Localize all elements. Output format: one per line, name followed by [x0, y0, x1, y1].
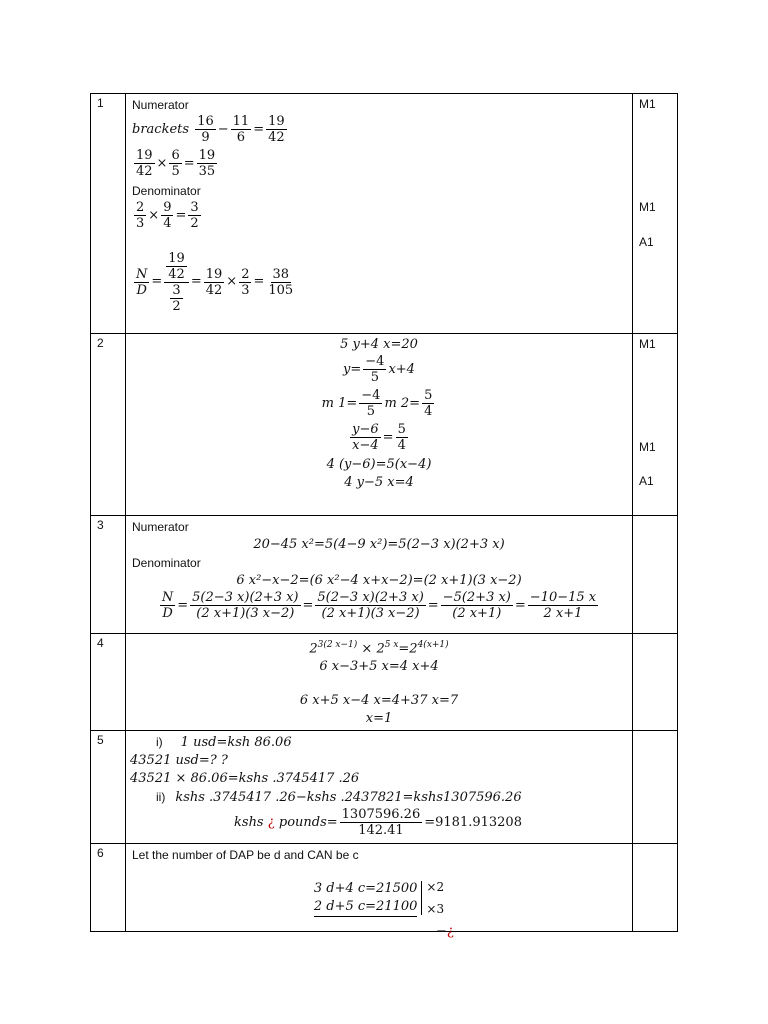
question-row-3 — [91, 516, 678, 634]
math-line: 6 x−3+5 x=4 x+4 — [319, 659, 439, 675]
question-row-1 — [91, 94, 678, 334]
marking-scheme-table — [90, 93, 678, 932]
divider — [421, 881, 422, 915]
question-number: 4 — [91, 634, 126, 731]
math-line: $\frac{y-6}{x-4}$ = $\frac{5}{4}$ — [352, 422, 406, 453]
question-number: 6 — [91, 844, 126, 932]
math-line: $\frac{2}{3}$ × $\frac{9}{4}$ = $\frac{3}{2}$ — [136, 200, 199, 231]
math-line: 43521 × 86.06=kshs .3745417 .26 — [130, 771, 360, 787]
question-number: 2 — [91, 334, 126, 516]
math-line: x=1 — [365, 711, 393, 727]
marks-cell — [633, 844, 678, 932]
section-label: Denominator — [132, 184, 201, 198]
math-line: ii) kshs .3745417 .26−kshs .2437821=kshs1307596.26 — [156, 790, 522, 806]
math-line: $2^{3(2 x-1)} \times 2^{5 x}=2^{4(x+1)}$ — [309, 640, 449, 657]
marks-cell — [633, 731, 678, 844]
math-line: 20−45 x²=5(4−9 x²)=5(2−3 x)(2+3 x) — [253, 537, 505, 552]
section-label: Numerator — [132, 98, 189, 112]
question-row-6 — [91, 844, 678, 932]
compound-fraction: $\frac{\frac{19}{42}}{\frac{3}{2}}$ — [164, 251, 189, 314]
marks-cell — [633, 334, 678, 516]
fraction: $\frac{19}{42}$ — [268, 114, 285, 145]
question-row-2 — [91, 334, 678, 516]
math-line: $\frac{19}{42}$ × $\frac{6}{5}$ = $\frac{19}{35}$ — [136, 148, 216, 179]
mark: A1 — [639, 235, 654, 249]
question-row-4 — [91, 634, 678, 731]
math-line: 6 x²−x−2=(6 x²−4 x+x−2)=(2 x+1)(3 x−2) — [236, 573, 522, 588]
question-number: 1 — [91, 94, 126, 334]
math-line: 5 y+4 x=20 — [340, 337, 418, 352]
question-number: 5 — [91, 731, 126, 844]
math-line: $\frac{N}{D}$ = $\frac{5(2-3 x)(2+3 x)}{(2 x+1)(3 x-2)}$ = $\frac{5(2-3 x)(2+3 x)}{(2 x+1)(3 x-2)}$ = $\frac{-5(2+3 x)}{(2 x+1)}$ = $\frac{-10-15 x}{2 x+1}$ — [161, 590, 597, 621]
question-number: 3 — [91, 516, 126, 634]
mark: M1 — [639, 337, 656, 351]
section-label: Numerator — [132, 520, 189, 534]
mark: M1 — [639, 440, 656, 454]
math-line: 43521 usd=? ? — [130, 753, 228, 769]
math-line: 4 (y−6)=5(x−4) — [326, 457, 432, 472]
section-label: Denominator — [132, 556, 201, 570]
footer-expression: −¿ — [436, 924, 454, 939]
intro-text: Let the number of DAP be d and CAN be c — [132, 848, 359, 863]
working-cell — [126, 844, 633, 932]
mark: M1 — [639, 200, 656, 214]
math-line: y= $\frac{-4}{5}$ x+4 — [343, 354, 415, 385]
working-cell — [126, 731, 633, 844]
working-cell — [126, 94, 633, 334]
mark: A1 — [639, 474, 654, 488]
multiplier: ×2 — [426, 880, 445, 895]
math-line: 4 y−5 x=4 — [344, 475, 414, 490]
math-line: brackets $\frac{16}{9}$ − $\frac{11}{6}$ = $\frac{19}{42}$ — [132, 114, 285, 145]
mark: M1 — [639, 97, 656, 111]
working-cell — [126, 334, 633, 516]
math-line: kshs ¿ pounds= $\frac{1307596.26}{142.41}$ =9181.913208 — [234, 807, 522, 839]
marks-cell — [633, 94, 678, 334]
working-cell — [126, 634, 633, 731]
marks-cell — [633, 516, 678, 634]
marks-cell — [633, 634, 678, 731]
math-line: 6 x+5 x−4 x=4+37 x=7 — [299, 693, 459, 709]
math-line: $\frac{N}{D}$ = $\frac{\frac{19}{42}}{\frac{3}{2}}$ = $\frac{19}{42}$ × $\frac{2}{3}$ = $\frac{38}{105}$ — [136, 250, 294, 314]
multiplier: ×3 — [426, 902, 445, 917]
simultaneous-equations — [132, 876, 626, 920]
math-line: i) 1 usd=ksh 86.06 — [156, 735, 292, 751]
equation: 3 d+4 c=21500 — [313, 880, 418, 896]
fraction: $\frac{11}{6}$ — [232, 114, 250, 145]
working-cell — [126, 516, 633, 634]
math-line: m 1= $\frac{-4}{5}$ m 2= $\frac{5}{4}$ — [321, 388, 433, 419]
fraction: $\frac{16}{9}$ — [197, 114, 214, 145]
question-row-5 — [91, 731, 678, 844]
equation: 2 d+5 c=21100 — [314, 898, 418, 917]
